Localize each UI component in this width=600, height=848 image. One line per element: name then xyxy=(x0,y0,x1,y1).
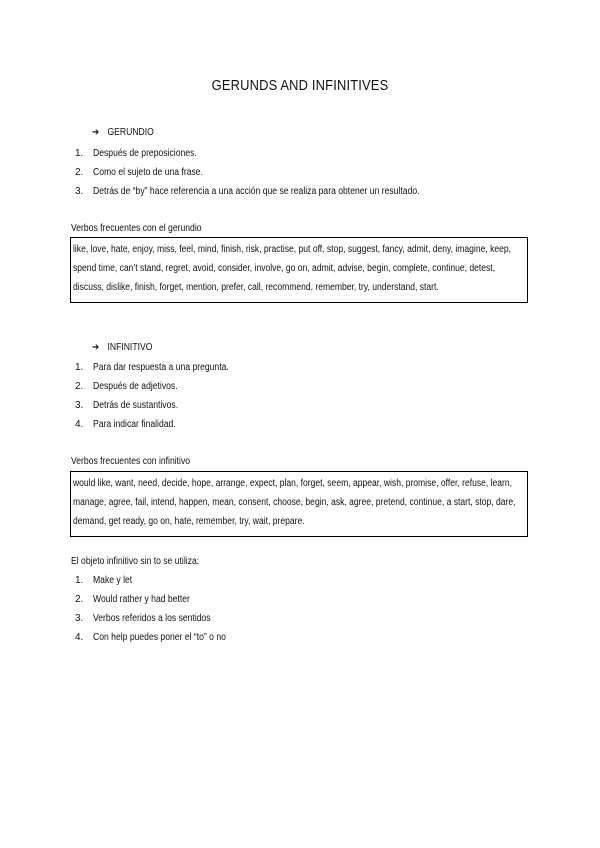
list-item xyxy=(75,396,251,415)
list-number: 2. xyxy=(75,381,84,392)
list-number: 4. xyxy=(75,632,84,643)
list-number: 2. xyxy=(75,594,84,605)
list-number: 1. xyxy=(75,362,84,373)
list-number: 4. xyxy=(75,419,84,430)
sin-to-label: El objeto infinitivo sin to se utiliza: xyxy=(71,556,200,567)
list-item xyxy=(75,377,251,396)
list-number: 1. xyxy=(75,148,84,159)
infinitivo-verbs-box xyxy=(70,471,528,537)
infinitivo-heading xyxy=(92,342,152,353)
sin-to-list xyxy=(75,571,248,647)
list-item xyxy=(75,590,248,609)
list-item xyxy=(75,144,473,163)
arrow-right-icon: ➔ xyxy=(92,342,100,353)
gerundio-verbs-box xyxy=(70,237,528,303)
list-item xyxy=(75,609,248,628)
list-number: 2. xyxy=(75,167,84,178)
list-number: 3. xyxy=(75,186,84,197)
list-item xyxy=(75,571,248,590)
infinitivo-rules-list xyxy=(75,358,251,434)
list-text: Detrás de “by” hace referencia a una acción que se realiza para obtener un resultado. xyxy=(93,186,420,197)
list-item xyxy=(75,163,473,182)
list-item xyxy=(75,628,248,647)
list-text: Detrás de sustantivos. xyxy=(93,400,179,411)
list-text: Después de adjetivos. xyxy=(93,381,178,392)
gerundio-verbs-text: like, love, hate, enjoy, miss, feel, mind, finish, risk, practise, put off, stop, suggest, fancy, admit, deny, imagine, keep, spend time, can’t stand, regret, avoid, consider, involve, go on, admit, advise, begin, complete, continue, detest, discuss, dislike, finish, forget, mention, prefer, call, recommend, remember, try, understand, start. xyxy=(73,244,512,293)
list-number: 1. xyxy=(75,575,84,586)
list-item xyxy=(75,358,251,377)
infinitivo-verbs-text: would like, want, need, decide, hope, arrange, expect, plan, forget, seem, appear, wish, promise, offer, refuse, learn, manage, agree, fail, intend, happen, mean, consent, choose, begin, ask, agree, pretend, continue, a start, stop, dare, demand, get ready, go on, hate, remember, try, wait, prepare. xyxy=(73,478,516,527)
list-text: Would rather y had better xyxy=(93,594,190,605)
list-number: 3. xyxy=(75,400,84,411)
list-text: Verbos referidos a los sentidos xyxy=(93,613,211,624)
gerundio-verbs-label: Verbos frecuentes con el gerundio xyxy=(71,223,202,234)
list-text: Como el sujeto de una frase. xyxy=(93,167,203,178)
gerundio-heading-text: GERUNDIO xyxy=(107,127,154,138)
arrow-right-icon: ➔ xyxy=(92,127,100,138)
list-text: Make y let xyxy=(93,575,133,586)
gerundio-rules-list xyxy=(75,144,473,201)
list-text: Después de preposiciones. xyxy=(93,148,197,159)
list-item xyxy=(75,415,251,434)
list-text: Para dar respuesta a una pregunta. xyxy=(93,362,229,373)
infinitivo-heading-text: INFINITIVO xyxy=(107,342,153,353)
list-item xyxy=(75,182,473,201)
list-text: Para indicar finalidad. xyxy=(93,419,176,430)
gerundio-heading xyxy=(92,127,154,138)
list-text: Con help puedes poner el “to” o no xyxy=(93,632,226,643)
list-number: 3. xyxy=(75,613,84,624)
page-title: GERUNDS AND INFINITIVES xyxy=(211,77,389,94)
infinitivo-verbs-label: Verbos frecuentes con infinitivo xyxy=(71,456,191,467)
